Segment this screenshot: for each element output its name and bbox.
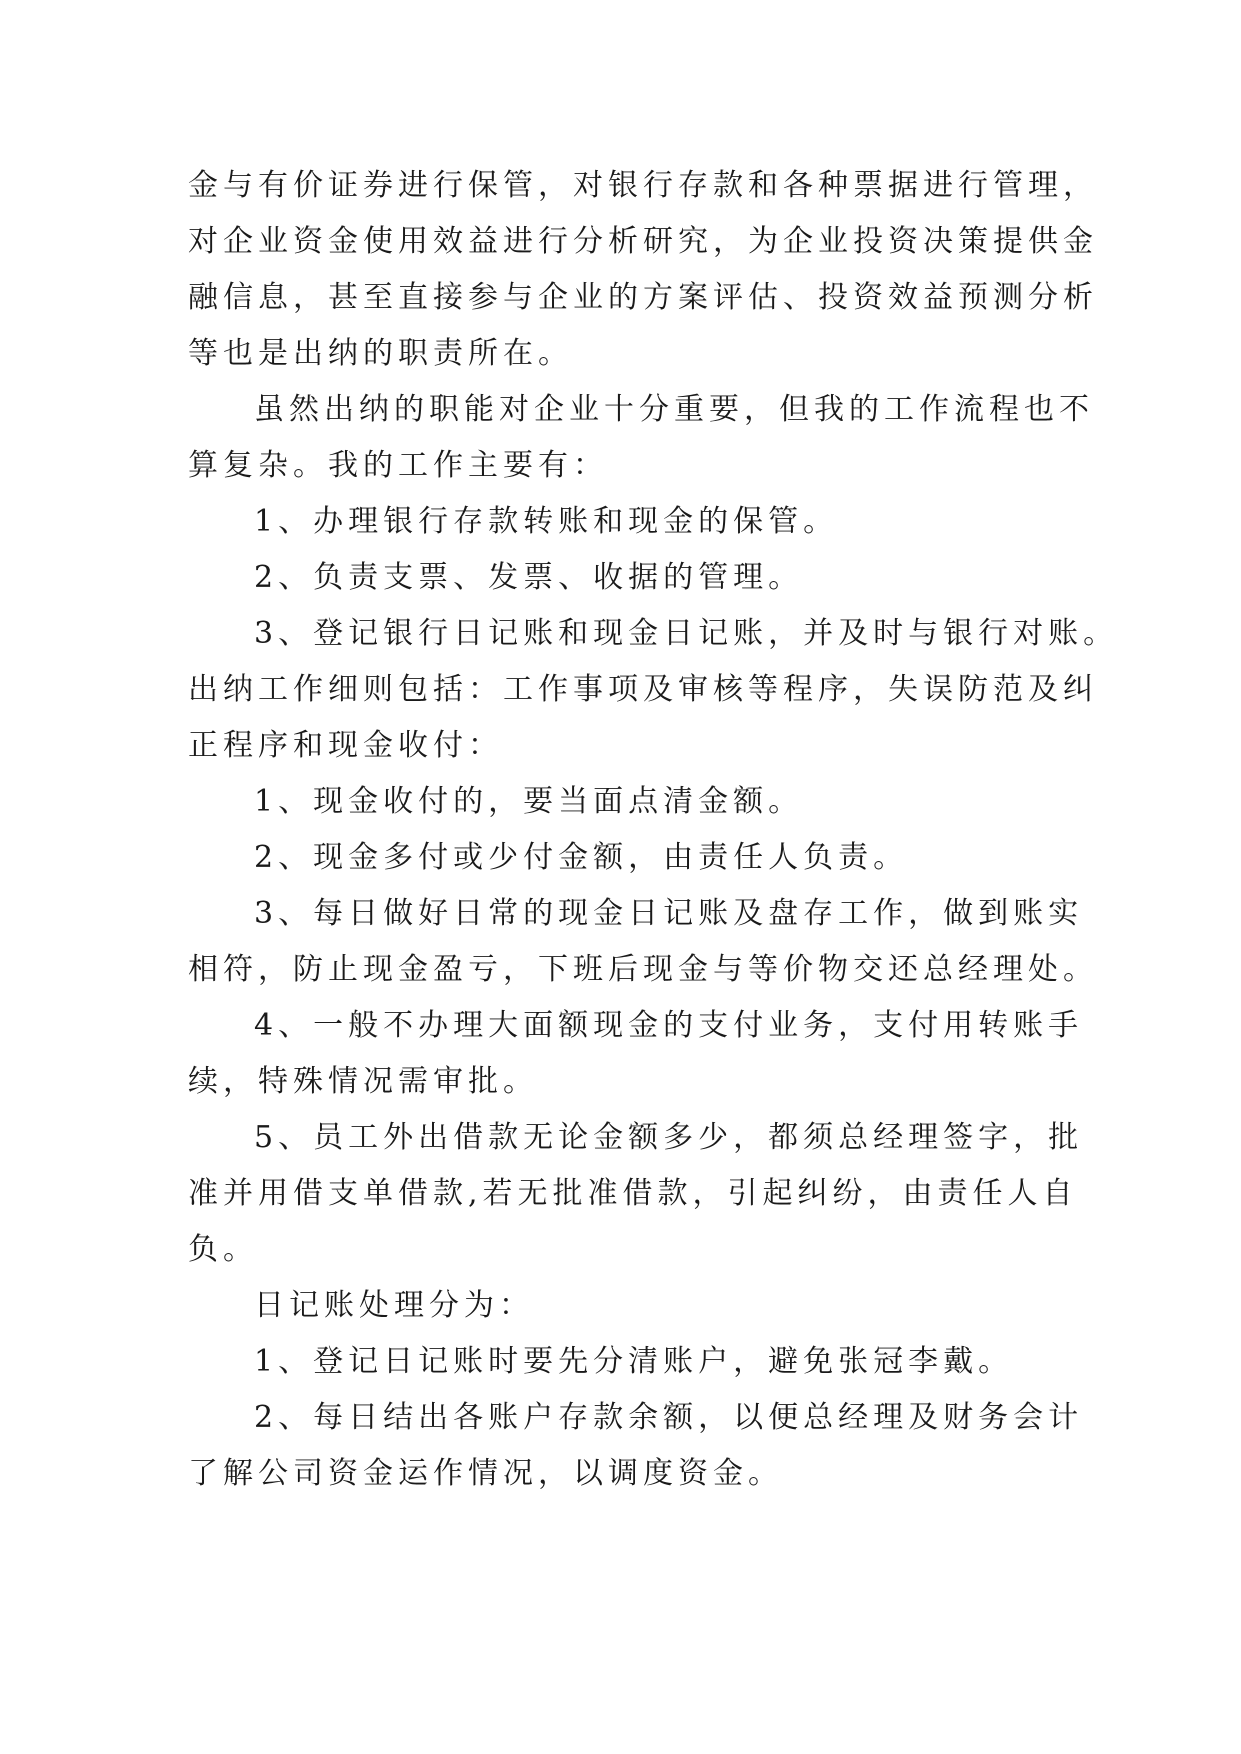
text-line: 正程序和现金收付：: [188, 728, 503, 763]
list-item: 4、一般不办理大面额现金的支付业务，支付用转账手: [254, 1008, 1084, 1043]
text-line: 融信息，甚至直接参与企业的方案评估、投资效益预测分析: [188, 280, 1098, 315]
text-line: 续，特殊情况需审批。: [188, 1064, 538, 1099]
list-item: 3、登记银行日记账和现金日记账，并及时与银行对账。: [254, 616, 1119, 651]
text-line: 了解公司资金运作情况，以调度资金。: [188, 1456, 783, 1491]
text-line: 算复杂。我的工作主要有：: [188, 448, 608, 483]
text-line: 虽然出纳的职能对企业十分重要，但我的工作流程也不: [254, 392, 1094, 427]
text-line: 负。: [188, 1232, 258, 1267]
list-item: 2、每日结出各账户存款余额，以便总经理及财务会计: [254, 1400, 1084, 1435]
list-item: 2、现金多付或少付金额，由责任人负责。: [254, 840, 909, 875]
list-item: 1、现金收付的，要当面点清金额。: [254, 784, 804, 819]
list-item: 1、登记日记账时要先分清账户，避免张冠李戴。: [254, 1344, 1014, 1379]
text-line: 对企业资金使用效益进行分析研究，为企业投资决策提供金: [188, 224, 1098, 259]
text-line: 出纳工作细则包括：工作事项及审核等程序，失误防范及纠: [188, 672, 1098, 707]
text-line: 金与有价证券进行保管，对银行存款和各种票据进行管理，: [188, 168, 1098, 203]
list-item: 3、每日做好日常的现金日记账及盘存工作，做到账实: [254, 896, 1084, 931]
list-item: 2、负责支票、发票、收据的管理。: [254, 560, 804, 595]
list-item: 1、办理银行存款转账和现金的保管。: [254, 504, 839, 539]
text-line: 等也是出纳的职责所在。: [188, 336, 573, 371]
section-heading: 日记账处理分为：: [254, 1288, 534, 1323]
list-item: 5、员工外出借款无论金额多少，都须总经理签字，批: [254, 1120, 1084, 1155]
text-line: 相符，防止现金盈亏，下班后现金与等价物交还总经理处。: [188, 952, 1098, 987]
text-line: 准并用借支单借款,若无批准借款，引起纠纷，由责任人自: [188, 1176, 1078, 1211]
document-body: [188, 158, 1119, 1502]
